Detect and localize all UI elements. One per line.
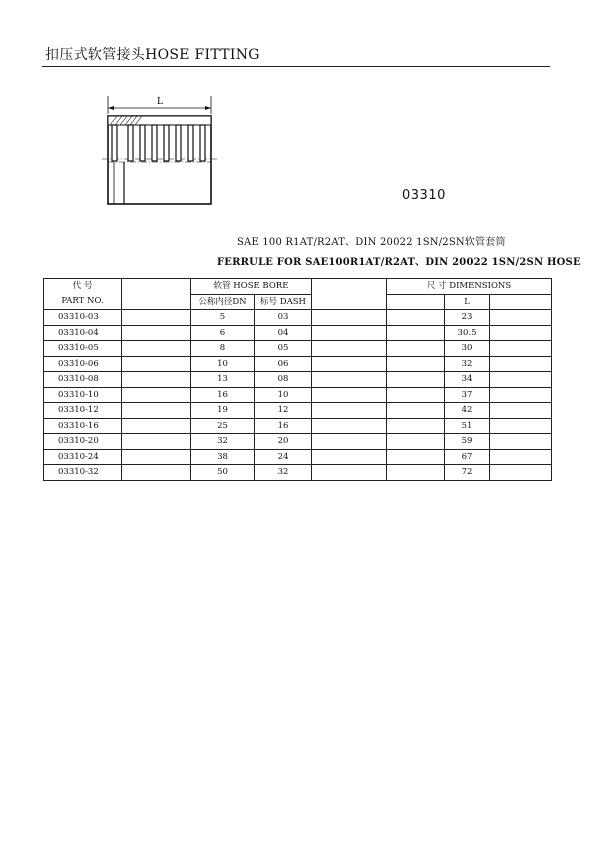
cell-blank <box>387 372 445 388</box>
header-blank <box>490 294 552 310</box>
cell-blank <box>312 356 387 372</box>
header-blank <box>312 294 387 310</box>
cell-blank <box>312 325 387 341</box>
table-row <box>44 418 552 434</box>
cell-dn: 50 <box>191 465 255 481</box>
table-row <box>44 449 552 465</box>
header-blank <box>387 294 445 310</box>
cell-dn: 8 <box>191 341 255 357</box>
header-divider <box>42 66 550 67</box>
cell-blank <box>490 325 552 341</box>
cell-l: 32 <box>445 356 490 372</box>
cell-blank <box>387 465 445 481</box>
cell-dn: 25 <box>191 418 255 434</box>
cell-part-no: 03310-06 <box>44 356 122 372</box>
spec-table <box>43 278 552 481</box>
cell-blank <box>387 434 445 450</box>
subtitle-cn: SAE 100 R1AT/R2AT、DIN 20022 1SN/2SN软管套筒 <box>237 237 506 248</box>
table-row <box>44 325 552 341</box>
cell-dash: 05 <box>255 341 312 357</box>
cell-dash: 32 <box>255 465 312 481</box>
cell-blank <box>122 449 191 465</box>
cell-blank <box>122 403 191 419</box>
cell-dn: 13 <box>191 372 255 388</box>
cell-blank <box>312 418 387 434</box>
cell-blank <box>122 356 191 372</box>
header-code-cn: 代 号 <box>44 279 122 295</box>
cell-dn: 5 <box>191 310 255 326</box>
cell-blank <box>387 325 445 341</box>
cell-blank <box>490 356 552 372</box>
cell-blank <box>312 310 387 326</box>
header-blank <box>122 294 191 310</box>
cell-part-no: 03310-24 <box>44 449 122 465</box>
cell-blank <box>490 434 552 450</box>
cell-part-no: 03310-04 <box>44 325 122 341</box>
cell-dash: 16 <box>255 418 312 434</box>
cell-dash: 20 <box>255 434 312 450</box>
cell-blank <box>387 356 445 372</box>
cell-blank <box>387 418 445 434</box>
cell-blank <box>387 310 445 326</box>
cell-l: 37 <box>445 387 490 403</box>
table-row <box>44 403 552 419</box>
cell-dn: 10 <box>191 356 255 372</box>
table-row <box>44 372 552 388</box>
cell-blank <box>122 418 191 434</box>
cell-dn: 32 <box>191 434 255 450</box>
header-dimensions: 尺 寸 DIMENSIONS <box>387 279 552 295</box>
cell-blank <box>122 372 191 388</box>
header-blank <box>312 279 387 295</box>
cell-part-no: 03310-05 <box>44 341 122 357</box>
cell-blank <box>122 310 191 326</box>
cell-l: 30 <box>445 341 490 357</box>
cell-dash: 06 <box>255 356 312 372</box>
cell-blank <box>490 449 552 465</box>
cell-blank <box>122 434 191 450</box>
cell-blank <box>312 465 387 481</box>
cell-blank <box>312 449 387 465</box>
cell-l: 42 <box>445 403 490 419</box>
cell-blank <box>387 403 445 419</box>
cell-blank <box>490 341 552 357</box>
cell-part-no: 03310-16 <box>44 418 122 434</box>
ferrule-drawing <box>100 94 220 210</box>
cell-blank <box>312 341 387 357</box>
cell-blank <box>490 310 552 326</box>
cell-part-no: 03310-32 <box>44 465 122 481</box>
cell-blank <box>122 341 191 357</box>
dimension-l-label: L <box>157 97 163 107</box>
cell-blank <box>312 434 387 450</box>
table-row <box>44 434 552 450</box>
cell-blank <box>387 449 445 465</box>
cell-dash: 12 <box>255 403 312 419</box>
cell-dn: 38 <box>191 449 255 465</box>
table-row <box>44 387 552 403</box>
cell-part-no: 03310-03 <box>44 310 122 326</box>
header-l: L <box>445 294 490 310</box>
header-hose-bore: 软管 HOSE BORE <box>191 279 312 295</box>
cell-l: 72 <box>445 465 490 481</box>
cell-part-no: 03310-10 <box>44 387 122 403</box>
table-row <box>44 356 552 372</box>
cell-dn: 19 <box>191 403 255 419</box>
cell-blank <box>312 387 387 403</box>
cell-l: 51 <box>445 418 490 434</box>
cell-dn: 16 <box>191 387 255 403</box>
header-part-no: PART NO. <box>44 294 122 310</box>
cell-dash: 04 <box>255 325 312 341</box>
cell-blank <box>312 372 387 388</box>
table-subheader-row <box>44 294 552 310</box>
part-code: 03310 <box>402 188 446 203</box>
subtitle-en: FERRULE FOR SAE100R1AT/R2AT、DIN 20022 1SN/2SN HOSE <box>217 257 581 268</box>
header-dash: 标号 DASH <box>255 294 312 310</box>
cell-l: 67 <box>445 449 490 465</box>
cell-dash: 10 <box>255 387 312 403</box>
cell-dash: 08 <box>255 372 312 388</box>
cell-l: 23 <box>445 310 490 326</box>
cell-blank <box>122 325 191 341</box>
cell-blank <box>490 418 552 434</box>
cell-blank <box>490 465 552 481</box>
header-blank <box>122 279 191 295</box>
cell-blank <box>490 372 552 388</box>
table-row <box>44 341 552 357</box>
cell-dash: 24 <box>255 449 312 465</box>
cell-part-no: 03310-20 <box>44 434 122 450</box>
cell-dash: 03 <box>255 310 312 326</box>
header-dn: 公称内径DN <box>191 294 255 310</box>
cell-dn: 6 <box>191 325 255 341</box>
cell-part-no: 03310-08 <box>44 372 122 388</box>
cell-blank <box>312 403 387 419</box>
cell-blank <box>122 465 191 481</box>
cell-l: 59 <box>445 434 490 450</box>
cell-blank <box>387 387 445 403</box>
cell-l: 34 <box>445 372 490 388</box>
page-title: 扣压式软管接头HOSE FITTING <box>45 47 260 63</box>
table-row <box>44 310 552 326</box>
cell-blank <box>490 387 552 403</box>
cell-blank <box>387 341 445 357</box>
cell-blank <box>490 403 552 419</box>
cell-l: 30.5 <box>445 325 490 341</box>
cell-part-no: 03310-12 <box>44 403 122 419</box>
table-header-row <box>44 279 552 295</box>
table-row <box>44 465 552 481</box>
cell-blank <box>122 387 191 403</box>
